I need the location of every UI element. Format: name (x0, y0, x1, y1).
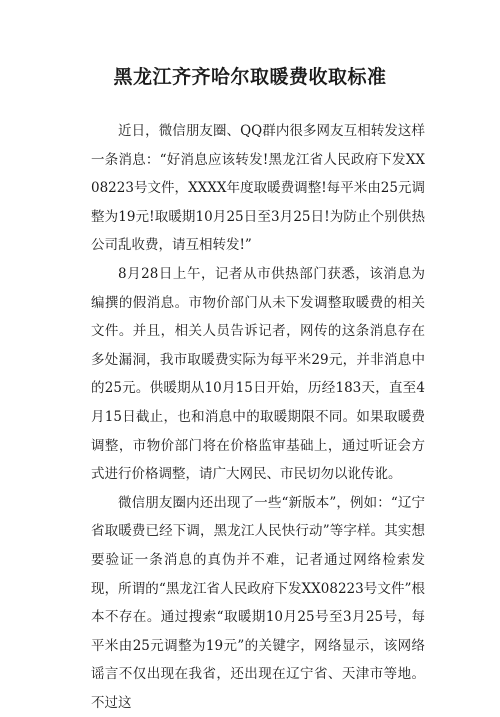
paragraph-1: 近日，微信朋友圈、QQ群内很多网友互相转发这样一条消息：“好消息应该转发!黑龙江省人民政府下发XX08223号文件，XXXX年度取暖费调整!每平米由25元调整为19元!取暖期10月25日至3月25日!为防止个别供热公司乱收费，请互相转发!” (91, 123, 425, 254)
paragraph-2: 8月28日上午，记者从市供热部门获悉，该消息为编撰的假消息。市物价部门从未下发调整取暖费的相关文件。并且，相关人员告诉记者，网传的这条消息存在多处漏洞，我市取暖费实际为每平米29元，并非消息中的25元。供暖期从10月15日开始，历经183天，直至4月15日截止，也和消息中的取暖期限不同。如果取暖费调整，市物价部门将在价格监审基础上，通过听证会方式进行价格调整，请广大网民、市民切勿以讹传讹。 (91, 265, 425, 483)
article-body (91, 117, 425, 717)
page-title: 黑龙江齐齐哈尔取暖费收取标准 (113, 66, 387, 88)
paragraph-3: 微信朋友圈内还出现了一些“新版本”，例如：“辽宁省取暖费已经下调，黑龙江人民快行动”等字样。其实想要验证一条消息的真伪并不难，记者通过网络检索发现，所谓的“黑龙江省人民政府下发XX08223号文件”根本不存在。通过搜索“取暖期10月25号至3月25号，每平米由25元调整为19元”的关键字，网络显示，该网络谣言不仅出现在我省，还出现在辽宁省、天津市等地。不过这 (91, 494, 425, 711)
